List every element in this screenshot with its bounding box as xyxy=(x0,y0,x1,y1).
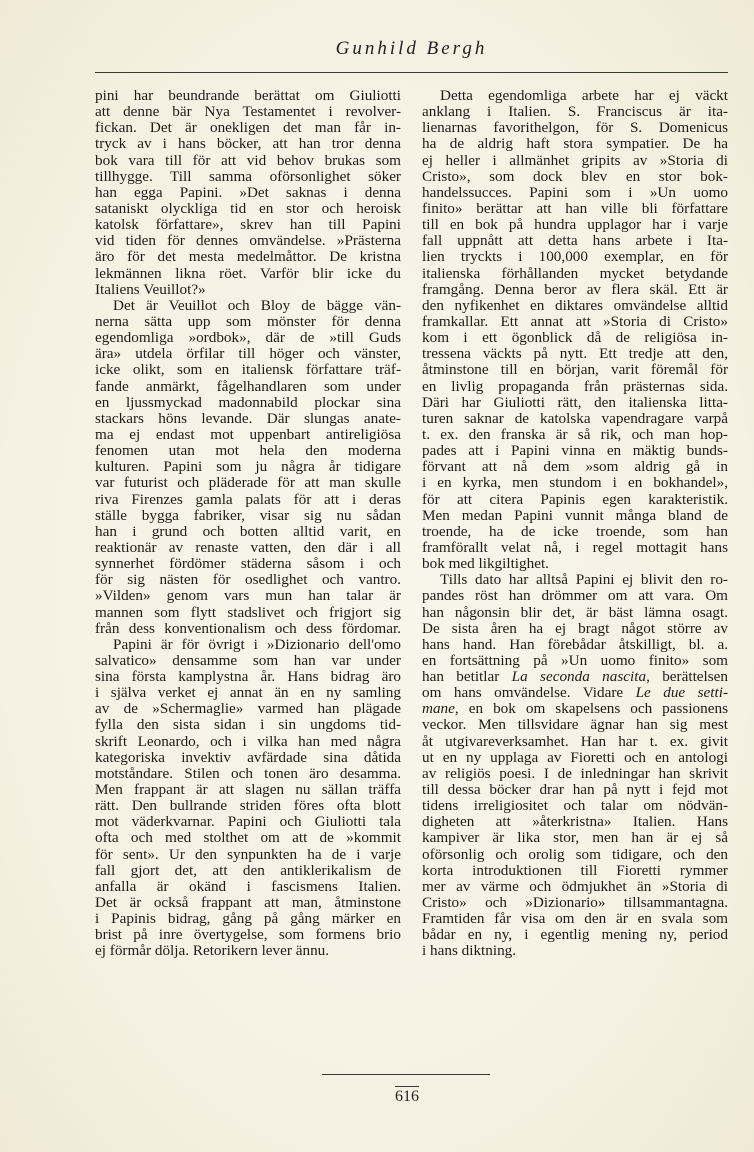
text-line: ej förmår dölja. Retorikern lever ännu. xyxy=(95,942,330,960)
text-line: åtminstone till en början, varit föremål för xyxy=(422,361,728,379)
running-head-author: Gunhild Bergh xyxy=(335,38,488,59)
text-line: han någonsin blir det, är bäst lämna osagt. xyxy=(422,603,728,621)
text-line: pades att i Papini vinna en mäktig bunds- xyxy=(422,442,728,460)
text-line: motståndare. Stilen och tonen äro desamma. xyxy=(95,764,401,782)
text-line: nerna sätta upp som mönster för denna xyxy=(95,312,401,330)
text-line: ära» utdela örfilar till höger och vänster, xyxy=(95,345,401,363)
text-line: »Vilden» genom vars mun han talar är xyxy=(95,587,401,605)
text-line: ut en ny upplaga av Fioretti och en antologi xyxy=(422,748,728,766)
text-line: den nyfikenhet en diktares omvändelse alltid xyxy=(422,296,728,314)
text-line: ej heller i allmänhet gripits av »Storia di xyxy=(422,151,728,169)
italic-title: mane xyxy=(422,700,455,718)
text-line: en livlig propaganda från prästernas sida. xyxy=(422,377,728,395)
text-line: Framtiden får visa om den är en svala som xyxy=(422,910,728,928)
text-line: ställe bygga fabriker, visar sig nu sådan xyxy=(95,506,401,524)
text-line: av de »Schermaglie» varmed han plägade xyxy=(95,700,401,718)
text-line: sina första kamplystna år. Hans bidrag äro xyxy=(95,668,401,686)
text-line: framgång. Denna beror av flera skäl. Ett är xyxy=(422,280,728,298)
text-line: kulturen. Papini som ju några år tidigare xyxy=(95,458,401,476)
text-line: fall gjort det, att den antiklerikalism de xyxy=(95,861,401,879)
text-line: finito» berättar att han ville bli författare xyxy=(422,199,728,217)
text-line: lienarnas favorithelgon, för S. Domenicus xyxy=(422,119,728,137)
text-line: sataniskt olyckliga tid en stor och heroisk xyxy=(95,199,401,217)
text-line: äro för det mesta medelmåttor. De kristna xyxy=(95,248,401,266)
text-line: De sista åren ha ej bragt något större av xyxy=(422,619,728,637)
text-line: för sig nästen för osedlighet och vantro. xyxy=(95,571,401,589)
text-line: i hans diktning. xyxy=(422,942,517,960)
text-line: digheten att »återkristna» Italien. Hans xyxy=(422,813,728,831)
text-line: var futurist och pläderade för att man skulle xyxy=(95,474,401,492)
text-line: framförallt velat nå, i regel mottagit hans xyxy=(422,538,728,556)
left-column xyxy=(95,88,401,960)
text-line: fande anmärkt, fågelhandlaren som under xyxy=(95,377,401,395)
text-line: Däri har Giuliotti rätt, den italienska litta- xyxy=(422,393,728,411)
text-line: ha de aldrig haft stora sympatier. De ha xyxy=(422,135,728,153)
text-line: kom i ett ögonblick då de religiösa in- xyxy=(422,329,728,347)
text-line: fall uppnått att detta hans arbete i Ita- xyxy=(422,232,728,250)
text-line: fylla den sista sidan i sin ungdoms tid- xyxy=(95,716,401,734)
text-line: en fortsättning på »Un uomo finito» som xyxy=(422,651,728,669)
text-line: Men medan Papini vunnit många bland de xyxy=(422,506,728,524)
text-line: fickan. Det är onekligen det man får in- xyxy=(95,119,401,137)
text-line: han i grund och botten alltid varit, en xyxy=(95,522,401,540)
text-line: för sent». Ur den synpunkten ha de i varje xyxy=(95,845,401,863)
text-line: Cristo» och »Dizionario» tillsammantagna. xyxy=(422,894,728,912)
text-line: Det är också frappant att man, åtminstone xyxy=(95,894,401,912)
italic-title: Le due setti- xyxy=(635,684,729,702)
text-line: till en bok på hundra upplagor har i varje xyxy=(422,216,728,234)
text-line: tryck av i hans böcker, att han tror denna xyxy=(95,135,401,153)
right-column xyxy=(422,88,728,960)
text-line: förvant att nå dem »som aldrig gå in xyxy=(422,458,728,476)
text-line: Papini är för övrigt i »Dizionario dell'omo xyxy=(113,635,401,653)
text-line: Men frappant är att slagen nu sällan träffa xyxy=(95,781,401,799)
text-line: handelssucces. Papini som i »Un uomo xyxy=(422,183,728,201)
text-line: till dessa böcker drar han på nytt i fejd mot xyxy=(422,781,728,799)
page-number xyxy=(377,1088,437,1106)
text-line: mot väderkvarnar. Papini och Giuliotti tala xyxy=(95,813,401,831)
text-line: pandes röst han drömmer om att vara. Om xyxy=(422,587,728,605)
text-line: lien tryckts i 100,000 exemplar, en för xyxy=(422,248,728,266)
text-line: han betitlar La seconda nascita, berättelsen xyxy=(422,668,728,686)
text-line: lekmännen likna röet. Varför blir icke du xyxy=(95,264,401,282)
text-line: tressena väckts på nytt. Ett tredje att den, xyxy=(422,345,728,363)
text-line: anfalla är okänd i fascismens Italien. xyxy=(95,877,401,895)
italic-title: La seconda nascita xyxy=(511,668,647,686)
text-line: bådar en ny, i egentlig mening ny, period xyxy=(422,926,728,944)
text-line: vid tiden för dennes omvändelse. »Prästerna xyxy=(95,232,401,250)
text-line: tidens irreligiositet och talar om nödvän- xyxy=(422,797,728,815)
text-line: mane, en bok om skapelsens och passionens xyxy=(422,700,728,718)
text-line: Det är Veuillot och Bloy de bägge vän- xyxy=(113,296,401,314)
text-line: bok med likgiltighet. xyxy=(422,555,549,573)
text-line: ma ej endast mot uppenbart antireligiösa xyxy=(95,425,401,443)
footer-rule xyxy=(322,1074,490,1075)
text-line: egendomliga »ordbok», där de »till Guds xyxy=(95,329,401,347)
text-line: Cristo», som dock blev en stor bok- xyxy=(422,167,728,185)
text-line: synnerhet fördömer städerna såsom i och xyxy=(95,555,401,573)
text-line: fenomen utan mot hela den moderna xyxy=(95,442,401,460)
text-line: bok vara till för att vid behov brukas som xyxy=(95,151,401,169)
header-rule xyxy=(95,72,728,73)
text-line: skrift Leonardo, och i vilka han med några xyxy=(95,732,401,750)
text-line: rätt. Den bullrande striden föres ofta blott xyxy=(95,797,401,815)
text-line: av religiös poesi. I de inledningar han skrivit xyxy=(422,764,728,782)
text-line: framkallar. Ett annat att »Storia di Cristo» xyxy=(422,312,728,330)
text-line: ofta och med stolthet om att de »kommit xyxy=(95,829,401,847)
text-line: turen saknar de katolska vapendragare varpå xyxy=(422,409,728,427)
text-line: stackars höns levande. Där slungas anate- xyxy=(95,409,401,427)
text-line: brist på inre övertygelse, som formens brio xyxy=(95,926,401,944)
text-line: att denne bär Nya Testamentet i revolver- xyxy=(95,103,401,121)
text-line: i själva verket ej annat än en ny samling xyxy=(95,684,401,702)
text-line: kampiver är lika stor, men han är ej så xyxy=(422,829,728,847)
text-line: kategoriska invektiv avfärdade sina dåtida xyxy=(95,748,401,766)
text-line: en ljussmyckad madonnabild plockar sina xyxy=(95,393,401,411)
text-line: i Papinis bidrag, gång på gång märker en xyxy=(95,910,401,928)
text-line: t. ex. den franska är så rik, och man hop- xyxy=(422,425,728,443)
text-line: mer av värme och ödmjukhet än »Storia di xyxy=(422,877,728,895)
text-line: mannen som flytt stadslivet och frigjort sig xyxy=(95,603,401,621)
text-line: oförsonlig och orolig som tidigare, och den xyxy=(422,845,728,863)
text-line: hans hand. Han förebådar åtskilligt, bl. a. xyxy=(422,635,728,653)
text-line: pini har beundrande berättat om Giuliotti xyxy=(95,87,401,104)
text-line: från dess konventionalism och dess fördomar. xyxy=(95,619,401,637)
text-line: italienska förhållanden mycket betydande xyxy=(422,264,728,282)
text-line: veckor. Men tillsvidare ägnar han sig mest xyxy=(422,716,728,734)
text-line: icke olikt, som en italiensk författare träf- xyxy=(95,361,401,379)
page-number-text: 616 xyxy=(395,1088,419,1105)
text-line: anklang i Italien. S. Franciscus är ita- xyxy=(422,103,728,121)
text-line: om hans omvändelse. Vidare Le due setti- xyxy=(422,684,729,702)
text-line: korta introduktionen till Fioretti rymmer xyxy=(422,861,728,879)
text-line: i en kyrka, men stundom i en bokhandel», xyxy=(422,474,728,492)
text-line: han egga Papini. »Det saknas i denna xyxy=(95,183,401,201)
text-line: Tills dato har alltså Papini ej blivit den ro- xyxy=(440,571,728,589)
text-line: Detta egendomliga arbete har ej väckt xyxy=(440,87,728,104)
text-line: åt utgivareverksamhet. Han har t. ex. givit xyxy=(422,732,728,750)
text-line: salvatico» densamme som han var under xyxy=(95,651,401,669)
text-line: reaktionär av renaste vatten, den där i all xyxy=(95,538,401,556)
text-line: Italiens Veuillot?» xyxy=(95,280,206,298)
text-line: troende, ha de icke troende, som han xyxy=(422,522,728,540)
text-line: riva Firenzes gamla palats för att i deras xyxy=(95,490,401,508)
text-line: för att citera Papinis egen karakteristik. xyxy=(422,490,728,508)
text-line: katolsk författare», skrev han till Papini xyxy=(95,216,401,234)
text-line: tillhygge. Till samma oförsonlighet söker xyxy=(95,167,401,185)
